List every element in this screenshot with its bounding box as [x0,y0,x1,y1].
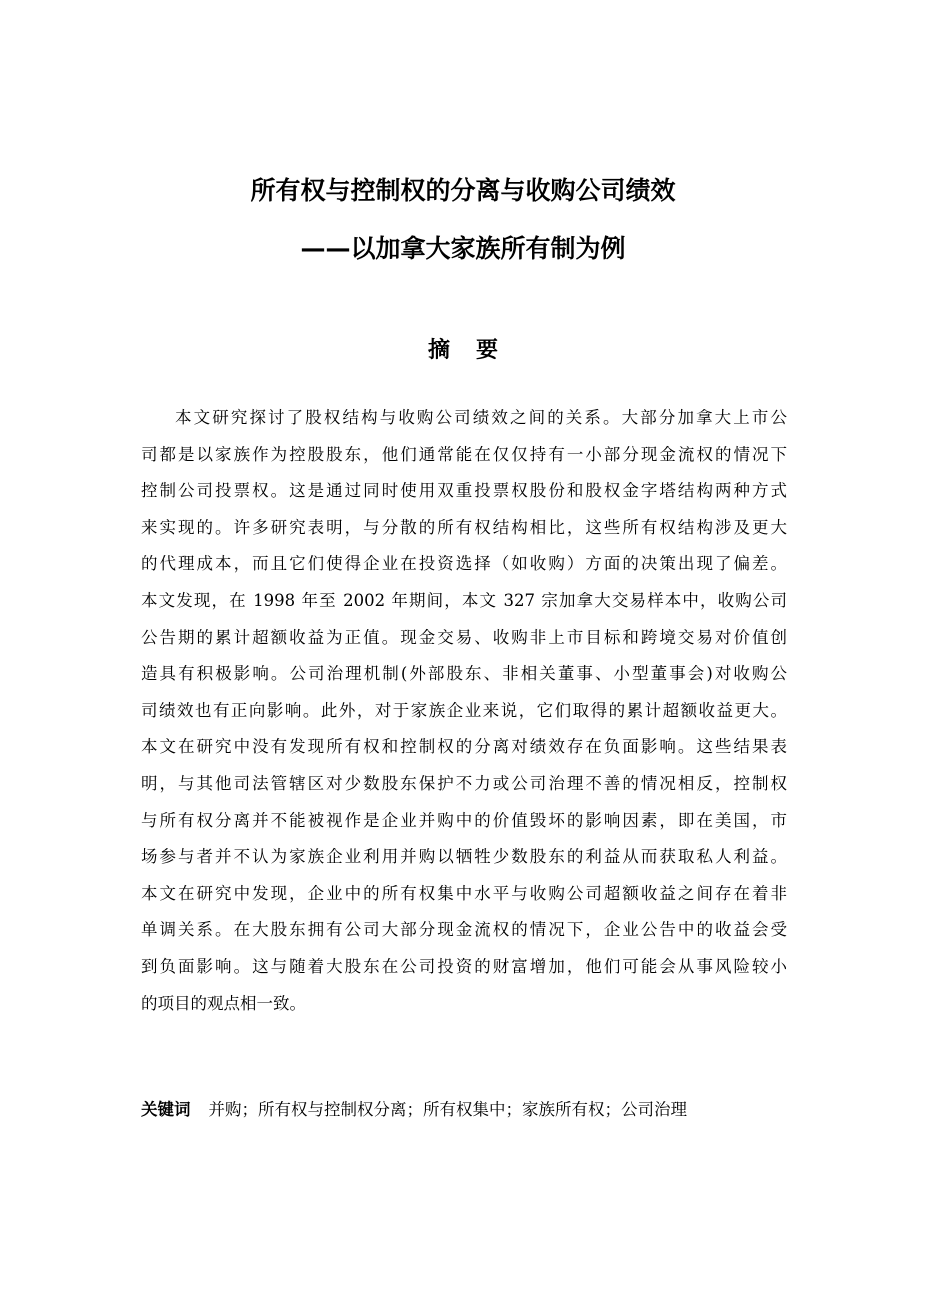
abstract-line: 与所有权分离并不能被视作是企业并购中的价值毁坏的影响因素，即在美国，市 [141,810,787,830]
abstract-heading-left: 摘 [427,338,450,363]
abstract-body [141,400,787,1022]
keywords-text: 并购；所有权与控制权分离；所有权集中；家族所有权；公司治理 [208,1100,687,1119]
abstract-line: 本文在研究中发现，企业中的所有权集中水平与收购公司超额收益之间存在着非 [141,883,787,903]
abstract-heading-right: 要 [476,338,499,363]
abstract-line: 造具有积极影响。公司治理机制(外部股东、非相关董事、小型董事会)对收购公 [141,664,787,684]
paper-title: 所有权与控制权的分离与收购公司绩效 [250,176,676,205]
abstract-line: 本文研究探讨了股权结构与收购公司绩效之间的关系。大部分加拿大上市公 [175,408,787,427]
keywords-label: 关键词 [141,1100,191,1119]
abstract-line: 来实现的。许多研究表明，与分散的所有权结构相比，这些所有权结构涉及更大 [141,517,787,537]
abstract-line: 控制公司投票权。这是通过同时使用双重投票权股份和股权金字塔结构两种方式 [141,481,787,501]
abstract-line: 本文发现，在 1998 年至 2002 年期间，本文 327 宗加拿大交易样本中，收购公司 [141,590,787,610]
abstract-line: 的代理成本，而且它们使得企业在投资选择（如收购）方面的决策出现了偏差。 [141,554,787,574]
abstract-line: 场参与者并不认为家族企业利用并购以牺牲少数股东的利益从而获取私人利益。 [141,847,787,867]
paper-subtitle: ——以加拿大家族所有制为例 [300,234,626,263]
abstract-heading [0,337,926,365]
abstract-line: 到负面影响。这与随着大股东在公司投资的财富增加，他们可能会从事风险较小 [141,956,787,976]
abstract-line: 司绩效也有正向影响。此外，对于家族企业来说，它们取得的累计超额收益更大。 [141,700,787,720]
abstract-line: 公告期的累计超额收益为正值。现金交易、收购非上市目标和跨境交易对价值创 [141,627,787,647]
abstract-line: 本文在研究中没有发现所有权和控制权的分离对绩效存在负面影响。这些结果表 [141,737,787,757]
abstract-line: 司都是以家族作为控股股东，他们通常能在仅仅持有一小部分现金流权的情况下 [141,444,787,464]
abstract-line: 明，与其他司法管辖区对少数股东保护不力或公司治理不善的情况相反，控制权 [141,773,787,793]
keywords [141,1096,787,1124]
abstract-line: 单调关系。在大股东拥有公司大部分现金流权的情况下，企业公告中的收益会受 [141,920,787,940]
abstract-line: 的项目的观点相一致。 [141,993,306,1013]
